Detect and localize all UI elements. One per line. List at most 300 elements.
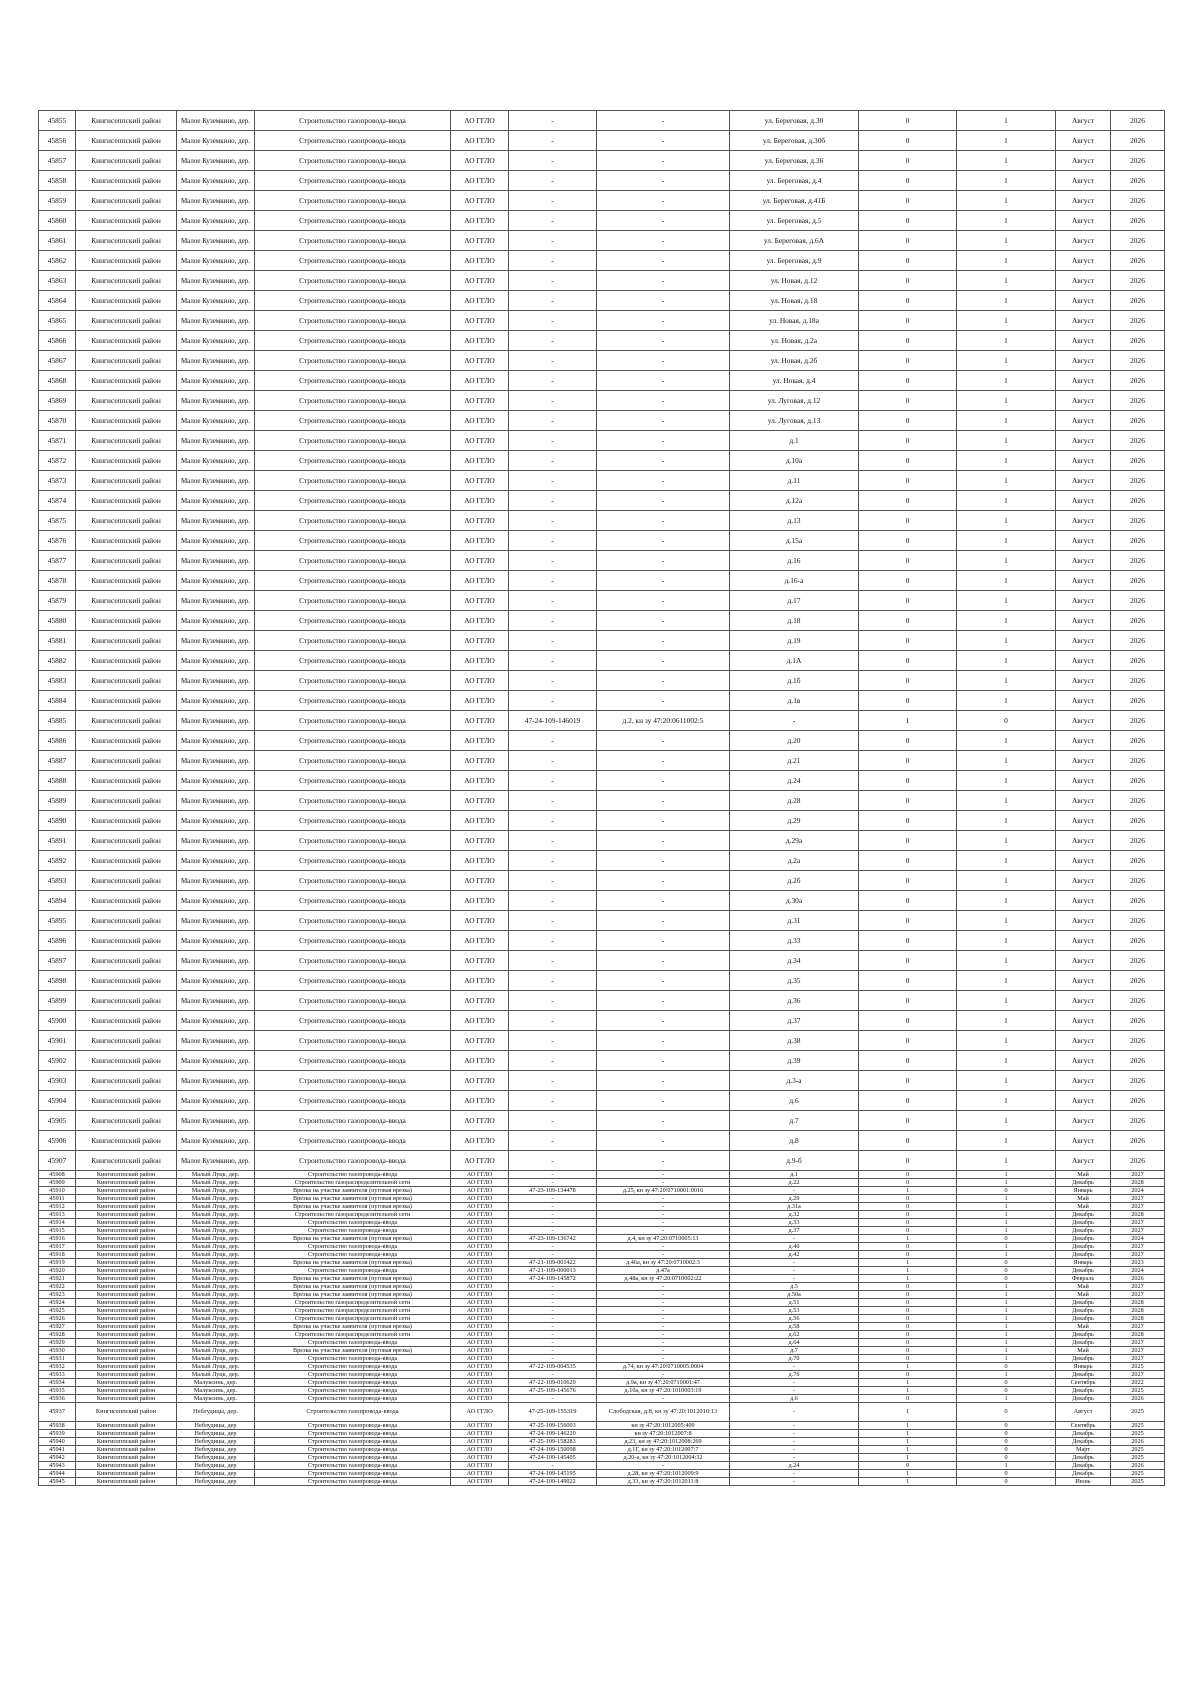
organization-cell: АО ГГЛО: [451, 1403, 509, 1422]
row-number: 45945: [39, 1478, 76, 1486]
count-a-cell: 0: [859, 791, 957, 811]
table-row: [39, 871, 1165, 891]
address-cell: ул. Береговая, д.9: [730, 251, 859, 271]
address-cell: д.1в: [730, 691, 859, 711]
address-cell: д.51: [730, 1299, 859, 1307]
address-cell: д.20: [730, 731, 859, 751]
count-a-cell: 0: [859, 291, 957, 311]
month-cell: Август: [1056, 671, 1111, 691]
count-b-cell: 1: [957, 851, 1056, 871]
locality-cell: Малое Куземкино, дер.: [177, 551, 255, 571]
row-number: 45897: [39, 951, 76, 971]
application-number-cell: -: [509, 991, 597, 1011]
table-row: [39, 1331, 1165, 1339]
count-b-cell: 0: [957, 1422, 1056, 1430]
month-cell: Август: [1056, 131, 1111, 151]
month-cell: Август: [1056, 831, 1111, 851]
count-a-cell: 0: [859, 911, 957, 931]
table-row: [39, 811, 1165, 831]
address-cell: ул. Новая, д.2б: [730, 351, 859, 371]
organization-cell: АО ГГЛО: [451, 131, 509, 151]
organization-cell: АО ГГЛО: [451, 651, 509, 671]
count-a-cell: 0: [859, 151, 957, 171]
organization-cell: АО ГГЛО: [451, 1267, 509, 1275]
locality-cell: Малое Куземкино, дер.: [177, 391, 255, 411]
month-cell: Июнь: [1056, 1478, 1111, 1486]
district-cell: Кингисеппский район: [76, 351, 177, 371]
count-b-cell: 1: [957, 1307, 1056, 1315]
work-type-cell: Строительство газораспределительной сети: [255, 1299, 451, 1307]
count-b-cell: 1: [957, 1219, 1056, 1227]
count-b-cell: 1: [957, 1251, 1056, 1259]
table-row: [39, 931, 1165, 951]
district-cell: Кингисеппский район: [76, 271, 177, 291]
count-a-cell: 0: [859, 1323, 957, 1331]
work-type-cell: Строительство газопровода-ввода: [255, 811, 451, 831]
count-a-cell: 0: [859, 1395, 957, 1403]
month-cell: Август: [1056, 651, 1111, 671]
application-number-cell: -: [509, 1299, 597, 1307]
cadastral-plot-cell: -: [597, 1111, 730, 1131]
month-cell: Август: [1056, 691, 1111, 711]
cadastral-plot-cell: -: [597, 1195, 730, 1203]
year-cell: 2026: [1111, 1462, 1165, 1470]
row-number: 45868: [39, 371, 76, 391]
organization-cell: АО ГГЛО: [451, 491, 509, 511]
table-row: [39, 631, 1165, 651]
organization-cell: АО ГГЛО: [451, 271, 509, 291]
application-number-cell: -: [509, 211, 597, 231]
table-row: [39, 731, 1165, 751]
locality-cell: Малое Куземкино, дер.: [177, 151, 255, 171]
cadastral-plot-cell: -: [597, 211, 730, 231]
row-number: 45893: [39, 871, 76, 891]
count-a-cell: 0: [859, 831, 957, 851]
row-number: 45910: [39, 1187, 76, 1195]
count-b-cell: 1: [957, 1031, 1056, 1051]
work-type-cell: Строительство газопровода-ввода: [255, 1371, 451, 1379]
year-cell: 2025: [1111, 1430, 1165, 1438]
application-number-cell: -: [509, 1227, 597, 1235]
count-a-cell: 0: [859, 511, 957, 531]
month-cell: Август: [1056, 1011, 1111, 1031]
organization-cell: АО ГГЛО: [451, 1227, 509, 1235]
cadastral-plot-cell: -: [597, 551, 730, 571]
count-b-cell: 1: [957, 1283, 1056, 1291]
table-row: [39, 971, 1165, 991]
table-row: [39, 1219, 1165, 1227]
table-row: [39, 591, 1165, 611]
row-number: 45922: [39, 1283, 76, 1291]
month-cell: Май: [1056, 1195, 1111, 1203]
work-type-cell: Строительство газораспределительной сети: [255, 1315, 451, 1323]
cadastral-plot-cell: д.48а, кн зу 47:20:0710002:22: [597, 1275, 730, 1283]
table-row: [39, 711, 1165, 731]
application-number-cell: -: [509, 1203, 597, 1211]
cadastral-plot-cell: -: [597, 1091, 730, 1111]
year-cell: 2026: [1111, 711, 1165, 731]
count-a-cell: 1: [859, 1259, 957, 1267]
row-number: 45878: [39, 571, 76, 591]
table-row: [39, 691, 1165, 711]
organization-cell: АО ГГЛО: [451, 931, 509, 951]
count-a-cell: 0: [859, 1347, 957, 1355]
year-cell: 2027: [1111, 1251, 1165, 1259]
count-a-cell: 1: [859, 1470, 957, 1478]
row-number: 45862: [39, 251, 76, 271]
month-cell: Август: [1056, 771, 1111, 791]
address-cell: д.35: [730, 971, 859, 991]
table-row: [39, 411, 1165, 431]
application-number-cell: -: [509, 731, 597, 751]
table-row: [39, 1395, 1165, 1403]
month-cell: Январь: [1056, 1363, 1111, 1371]
district-cell: Кингисеппский район: [76, 1387, 177, 1395]
row-number: 45906: [39, 1131, 76, 1151]
application-number-cell: -: [509, 151, 597, 171]
month-cell: Август: [1056, 891, 1111, 911]
count-a-cell: 0: [859, 1211, 957, 1219]
district-cell: Кингисеппский район: [76, 791, 177, 811]
locality-cell: Малый Луцк, дер.: [177, 1299, 255, 1307]
row-number: 45938: [39, 1422, 76, 1430]
application-number-cell: -: [509, 1171, 597, 1179]
cadastral-plot-cell: -: [597, 991, 730, 1011]
work-type-cell: Строительство газораспределительной сети: [255, 1331, 451, 1339]
address-cell: д.33: [730, 931, 859, 951]
count-b-cell: 1: [957, 1395, 1056, 1403]
month-cell: Декабрь: [1056, 1307, 1111, 1315]
cadastral-plot-cell: -: [597, 1291, 730, 1299]
month-cell: Декабрь: [1056, 1179, 1111, 1187]
row-number: 45907: [39, 1151, 76, 1171]
month-cell: Август: [1056, 1151, 1111, 1171]
work-type-cell: Строительство газопровода-ввода: [255, 751, 451, 771]
cadastral-plot-cell: -: [597, 771, 730, 791]
table-row: [39, 1446, 1165, 1454]
address-cell: ул. Луговая, д.12: [730, 391, 859, 411]
count-a-cell: 0: [859, 1291, 957, 1299]
table-row: [39, 851, 1165, 871]
cadastral-plot-cell: -: [597, 891, 730, 911]
organization-cell: АО ГГЛО: [451, 951, 509, 971]
address-cell: -: [730, 1478, 859, 1486]
address-cell: д.56: [730, 1315, 859, 1323]
work-type-cell: Строительство газопровода-ввода: [255, 1031, 451, 1051]
count-b-cell: 1: [957, 1071, 1056, 1091]
year-cell: 2028: [1111, 1307, 1165, 1315]
work-type-cell: Строительство газопровода-ввода: [255, 491, 451, 511]
year-cell: 2027: [1111, 1219, 1165, 1227]
cadastral-plot-cell: -: [597, 271, 730, 291]
count-a-cell: 0: [859, 1111, 957, 1131]
count-a-cell: 0: [859, 1227, 957, 1235]
table-row: [39, 1307, 1165, 1315]
row-number: 45923: [39, 1291, 76, 1299]
address-cell: д.16: [730, 551, 859, 571]
district-cell: Кингисеппский район: [76, 751, 177, 771]
count-a-cell: 0: [859, 231, 957, 251]
application-number-cell: -: [509, 371, 597, 391]
locality-cell: Малый Луцк, дер.: [177, 1179, 255, 1187]
organization-cell: АО ГГЛО: [451, 211, 509, 231]
count-b-cell: 1: [957, 1323, 1056, 1331]
cadastral-plot-cell: -: [597, 351, 730, 371]
locality-cell: Малое Куземкино, дер.: [177, 371, 255, 391]
count-a-cell: 1: [859, 1478, 957, 1486]
year-cell: 2026: [1111, 1151, 1165, 1171]
work-type-cell: Врезка на участке заявителя (пуговая врезка): [255, 1195, 451, 1203]
work-type-cell: Строительство газопровода-ввода: [255, 791, 451, 811]
cadastral-plot-cell: -: [597, 331, 730, 351]
month-cell: Декабрь: [1056, 1339, 1111, 1347]
locality-cell: Малый Луцк, дер.: [177, 1227, 255, 1235]
count-a-cell: 0: [859, 1251, 957, 1259]
district-cell: Кингисеппский район: [76, 571, 177, 591]
month-cell: Сентябрь: [1056, 1422, 1111, 1430]
address-cell: д.70: [730, 1355, 859, 1363]
year-cell: 2026: [1111, 511, 1165, 531]
row-number: 45903: [39, 1071, 76, 1091]
count-b-cell: 1: [957, 771, 1056, 791]
locality-cell: Малое Куземкино, дер.: [177, 171, 255, 191]
row-number: 45877: [39, 551, 76, 571]
organization-cell: АО ГГЛО: [451, 1195, 509, 1203]
work-type-cell: Строительство газопровода-ввода: [255, 1071, 451, 1091]
cadastral-plot-cell: кн зу 47:20:1012007:8: [597, 1430, 730, 1438]
count-b-cell: 0: [957, 1387, 1056, 1395]
count-a-cell: 1: [859, 1446, 957, 1454]
month-cell: Январь: [1056, 1187, 1111, 1195]
application-number-cell: -: [509, 1151, 597, 1171]
count-b-cell: 1: [957, 1299, 1056, 1307]
application-number-cell: -: [509, 651, 597, 671]
work-type-cell: Строительство газопровода-ввода: [255, 391, 451, 411]
address-cell: -: [730, 1275, 859, 1283]
work-type-cell: Строительство газопровода-ввода: [255, 1131, 451, 1151]
month-cell: Август: [1056, 1091, 1111, 1111]
month-cell: Август: [1056, 111, 1111, 131]
organization-cell: АО ГГЛО: [451, 1395, 509, 1403]
year-cell: 2026: [1111, 351, 1165, 371]
cadastral-plot-cell: -: [597, 1179, 730, 1187]
count-b-cell: 1: [957, 631, 1056, 651]
month-cell: Август: [1056, 431, 1111, 451]
count-a-cell: 0: [859, 1011, 957, 1031]
district-cell: Кингисеппский район: [76, 1195, 177, 1203]
district-cell: Кингисеппский район: [76, 1379, 177, 1387]
count-a-cell: 1: [859, 1422, 957, 1430]
address-cell: -: [730, 1430, 859, 1438]
cadastral-plot-cell: -: [597, 191, 730, 211]
organization-cell: АО ГГЛО: [451, 231, 509, 251]
application-number-cell: -: [509, 691, 597, 711]
address-cell: д.29: [730, 811, 859, 831]
month-cell: Август: [1056, 731, 1111, 751]
cadastral-plot-cell: -: [597, 171, 730, 191]
district-cell: Кингисеппский район: [76, 1251, 177, 1259]
organization-cell: АО ГГЛО: [451, 1151, 509, 1171]
application-number-cell: -: [509, 851, 597, 871]
month-cell: Август: [1056, 491, 1111, 511]
year-cell: 2026: [1111, 551, 1165, 571]
address-cell: -: [730, 1470, 859, 1478]
year-cell: 2024: [1111, 1235, 1165, 1243]
organization-cell: АО ГГЛО: [451, 1051, 509, 1071]
month-cell: Декабрь: [1056, 1355, 1111, 1363]
application-number-cell: -: [509, 351, 597, 371]
district-cell: Кингисеппский район: [76, 1339, 177, 1347]
count-b-cell: 1: [957, 1339, 1056, 1347]
cadastral-plot-cell: -: [597, 531, 730, 551]
locality-cell: Неблудицы, дер: [177, 1422, 255, 1430]
table-body: [39, 111, 1165, 1486]
locality-cell: Малый Луцк, дер.: [177, 1371, 255, 1379]
table-row: [39, 791, 1165, 811]
address-cell: ул. Береговая, д.6А: [730, 231, 859, 251]
work-type-cell: Строительство газопровода-ввода: [255, 991, 451, 1011]
organization-cell: АО ГГЛО: [451, 1211, 509, 1219]
count-a-cell: 1: [859, 1235, 957, 1243]
count-b-cell: 0: [957, 1259, 1056, 1267]
work-type-cell: Врезка на участке заявителя (пуговая врезка): [255, 1259, 451, 1267]
table-row: [39, 1422, 1165, 1430]
application-number-cell: 47-24-109-146019: [509, 711, 597, 731]
count-a-cell: 0: [859, 1051, 957, 1071]
district-cell: Кингисеппский район: [76, 931, 177, 951]
work-type-cell: Строительство газопровода-ввода: [255, 851, 451, 871]
count-a-cell: 0: [859, 1331, 957, 1339]
count-a-cell: 1: [859, 1430, 957, 1438]
month-cell: Май: [1056, 1323, 1111, 1331]
organization-cell: АО ГГЛО: [451, 531, 509, 551]
work-type-cell: Строительство газопровода-ввода: [255, 1355, 451, 1363]
organization-cell: АО ГГЛО: [451, 1371, 509, 1379]
count-a-cell: 1: [859, 1403, 957, 1422]
work-type-cell: Строительство газопровода-ввода: [255, 1478, 451, 1486]
locality-cell: Малый Луцк, дер.: [177, 1291, 255, 1299]
district-cell: Кингисеппский район: [76, 1478, 177, 1486]
table-row: [39, 1339, 1165, 1347]
cadastral-plot-cell: д.10а, кн зу 47:20:1010003:19: [597, 1387, 730, 1395]
district-cell: Кингисеппский район: [76, 1299, 177, 1307]
locality-cell: Малое Куземкино, дер.: [177, 791, 255, 811]
row-number: 45913: [39, 1211, 76, 1219]
table-row: [39, 131, 1165, 151]
address-cell: д.10а: [730, 451, 859, 471]
district-cell: Кингисеппский район: [76, 1187, 177, 1195]
cadastral-plot-cell: -: [597, 1323, 730, 1331]
cadastral-plot-cell: -: [597, 1347, 730, 1355]
organization-cell: АО ГГЛО: [451, 1031, 509, 1051]
count-a-cell: 0: [859, 771, 957, 791]
organization-cell: АО ГГЛО: [451, 1187, 509, 1195]
address-cell: ул. Новая, д.2а: [730, 331, 859, 351]
organization-cell: АО ГГЛО: [451, 591, 509, 611]
work-type-cell: Строительство газопровода-ввода: [255, 291, 451, 311]
address-cell: -: [730, 1267, 859, 1275]
locality-cell: Малый Луцк, дер.: [177, 1331, 255, 1339]
cadastral-plot-cell: д.20-а, кн зу 47:20:1012004:32: [597, 1454, 730, 1462]
locality-cell: Малый Луцк, дер.: [177, 1315, 255, 1323]
address-cell: ул. Береговая, д.30б: [730, 131, 859, 151]
application-number-cell: -: [509, 1111, 597, 1131]
organization-cell: АО ГГЛО: [451, 1251, 509, 1259]
district-cell: Кингисеппский район: [76, 231, 177, 251]
application-number-cell: 47-25-109-156003: [509, 1422, 597, 1430]
row-number: 45855: [39, 111, 76, 131]
organization-cell: АО ГГЛО: [451, 1291, 509, 1299]
count-b-cell: 1: [957, 871, 1056, 891]
address-cell: д.12а: [730, 491, 859, 511]
district-cell: Кингисеппский район: [76, 1243, 177, 1251]
row-number: 45864: [39, 291, 76, 311]
count-a-cell: 0: [859, 851, 957, 871]
address-cell: д.32: [730, 1211, 859, 1219]
work-type-cell: Строительство газопровода-ввода: [255, 591, 451, 611]
district-cell: Кингисеппский район: [76, 1446, 177, 1454]
locality-cell: Малое Куземкино, дер.: [177, 891, 255, 911]
month-cell: Август: [1056, 791, 1111, 811]
application-number-cell: -: [509, 391, 597, 411]
organization-cell: АО ГГЛО: [451, 971, 509, 991]
application-number-cell: -: [509, 1315, 597, 1323]
address-cell: д.37: [730, 1227, 859, 1235]
organization-cell: АО ГГЛО: [451, 911, 509, 931]
month-cell: Май: [1056, 1347, 1111, 1355]
district-cell: Кингисеппский район: [76, 1203, 177, 1211]
organization-cell: АО ГГЛО: [451, 671, 509, 691]
district-cell: Кингисеппский район: [76, 771, 177, 791]
count-b-cell: 1: [957, 1151, 1056, 1171]
table-row: [39, 1438, 1165, 1446]
year-cell: 2023: [1111, 1259, 1165, 1267]
cadastral-plot-cell: -: [597, 1251, 730, 1259]
month-cell: Август: [1056, 231, 1111, 251]
work-type-cell: Строительство газопровода-ввода: [255, 1111, 451, 1131]
application-number-cell: -: [509, 1131, 597, 1151]
year-cell: 2025: [1111, 1470, 1165, 1478]
organization-cell: АО ГГЛО: [451, 1259, 509, 1267]
district-cell: Кингисеппский район: [76, 1131, 177, 1151]
address-cell: -: [730, 1387, 859, 1395]
row-number: 45932: [39, 1363, 76, 1371]
year-cell: 2026: [1111, 271, 1165, 291]
row-number: 45930: [39, 1347, 76, 1355]
locality-cell: Неблудицы, дер: [177, 1438, 255, 1446]
month-cell: Декабрь: [1056, 1454, 1111, 1462]
row-number: 45924: [39, 1299, 76, 1307]
organization-cell: АО ГГЛО: [451, 331, 509, 351]
count-b-cell: 1: [957, 1171, 1056, 1179]
organization-cell: АО ГГЛО: [451, 1299, 509, 1307]
document-page: [38, 110, 1164, 1486]
address-cell: -: [730, 711, 859, 731]
locality-cell: Малое Куземкино, дер.: [177, 491, 255, 511]
count-b-cell: 1: [957, 131, 1056, 151]
row-number: 45891: [39, 831, 76, 851]
locality-cell: Малое Куземкино, дер.: [177, 1011, 255, 1031]
district-cell: Кингисеппский район: [76, 1211, 177, 1219]
count-b-cell: 0: [957, 1403, 1056, 1422]
year-cell: 2026: [1111, 311, 1165, 331]
table-row: [39, 1187, 1165, 1195]
year-cell: 2028: [1111, 1211, 1165, 1219]
month-cell: Декабрь: [1056, 1227, 1111, 1235]
address-cell: д.1б: [730, 671, 859, 691]
row-number: 45887: [39, 751, 76, 771]
application-number-cell: 47-25-109-145676: [509, 1387, 597, 1395]
